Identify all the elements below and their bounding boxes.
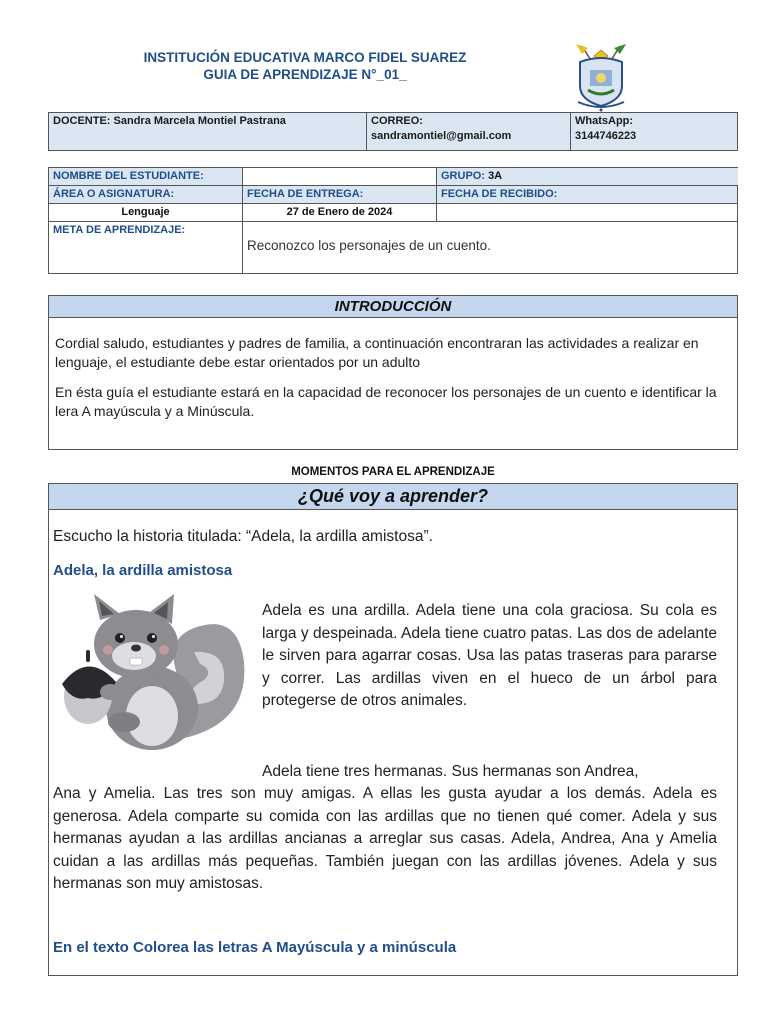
whatsapp-cell bbox=[571, 113, 738, 151]
introduction-box bbox=[48, 295, 738, 450]
grupo-cell bbox=[437, 168, 738, 186]
grupo-value: 3A bbox=[488, 170, 503, 182]
story-title: Adela, la ardilla amistosa bbox=[53, 562, 233, 579]
story-paragraph-2: Ana y Amelia. Las tres son muy amigas. A ellas les gusta ayudar a los demás. Adela es generosa. Adela comparte su comida con las ardillas que no tienen qué comer. Adela y sus hermanas ayudan a las ardillas ancianas a arreglar sus casas. Adela, Andrea, Ana y Amelia cuidan a las ardillas más pequeñas. También juegan con las ardillas jóvenes. Adela y sus hermanas son muy amistosas. bbox=[53, 785, 717, 892]
meta-value: Reconozco los personajes de un cuento. bbox=[243, 222, 738, 274]
guide-title: GUIA DE APRENDIZAJE N°_01_ bbox=[203, 67, 407, 82]
moments-title: MOMENTOS PARA EL APRENDIZAJE bbox=[291, 466, 495, 478]
introduction-title: INTRODUCCIÓN bbox=[49, 296, 737, 318]
nombre-label: NOMBRE DEL ESTUDIANTE: bbox=[49, 168, 243, 186]
recibido-value[interactable] bbox=[437, 204, 738, 222]
correo-value: sandramontiel@gmail.com bbox=[371, 130, 512, 142]
student-info-table bbox=[48, 167, 738, 274]
learning-section-title: ¿Qué voy a aprender? bbox=[49, 484, 737, 510]
institution-title: INSTITUCIÓN EDUCATIVA MARCO FIDEL SUAREZ bbox=[143, 50, 467, 65]
correo-cell bbox=[367, 113, 571, 151]
area-label: ÁREA O ASIGNATURA: bbox=[49, 186, 243, 204]
introduction-paragraph-1: Cordial saludo, estudiantes y padres de familia, a continuación encontraran las actividades a realizar en lenguaje, el estudiante debe estar orientados por un adulto bbox=[55, 335, 699, 370]
squirrel-illustration bbox=[54, 592, 254, 754]
nombre-value[interactable] bbox=[243, 168, 437, 186]
meta-label: META DE APRENDIZAJE: bbox=[49, 222, 243, 274]
docente-label: DOCENTE: bbox=[53, 115, 111, 127]
whatsapp-label: WhatsApp: bbox=[575, 115, 634, 127]
school-logo bbox=[568, 40, 634, 112]
docente-name: Sandra Marcela Montiel Pastrana bbox=[113, 115, 286, 127]
area-value: Lenguaje bbox=[49, 204, 243, 222]
entrega-label: FECHA DE ENTREGA: bbox=[243, 186, 437, 204]
grupo-label: GRUPO: bbox=[441, 170, 485, 182]
correo-label: CORREO: bbox=[371, 115, 423, 127]
task-instruction: En el texto Colorea las letras A Mayúscula y a minúscula bbox=[53, 939, 457, 956]
docente-cell bbox=[49, 113, 367, 151]
whatsapp-value: 3144746223 bbox=[575, 130, 637, 142]
teacher-info-table bbox=[48, 112, 738, 151]
introduction-paragraph-2: En ésta guía el estudiante estará en la capacidad de reconocer los personajes de un cuento e identificar la lera A mayúscula y a Minúscula. bbox=[55, 384, 717, 419]
listen-instruction: Escucho la historia titulada: “Adela, la ardilla amistosa”. bbox=[53, 528, 433, 545]
story-paragraph-2-indent: Adela tiene tres hermanas. Sus hermanas son Andrea, bbox=[262, 763, 639, 780]
recibido-label: FECHA DE RECIBIDO: bbox=[437, 186, 738, 204]
entrega-value: 27 de Enero de 2024 bbox=[243, 204, 437, 222]
story-paragraph-1: Adela es una ardilla. Adela tiene una cola graciosa. Su cola es larga y despeinada. Adela tiene cuatro patas. Las dos de adelante le sirven para agarrar cosas. Usa las patas traseras para pararse y correr. Las ardillas viven en el hueco de un árbol para protegerse de otros animales. bbox=[262, 602, 717, 709]
